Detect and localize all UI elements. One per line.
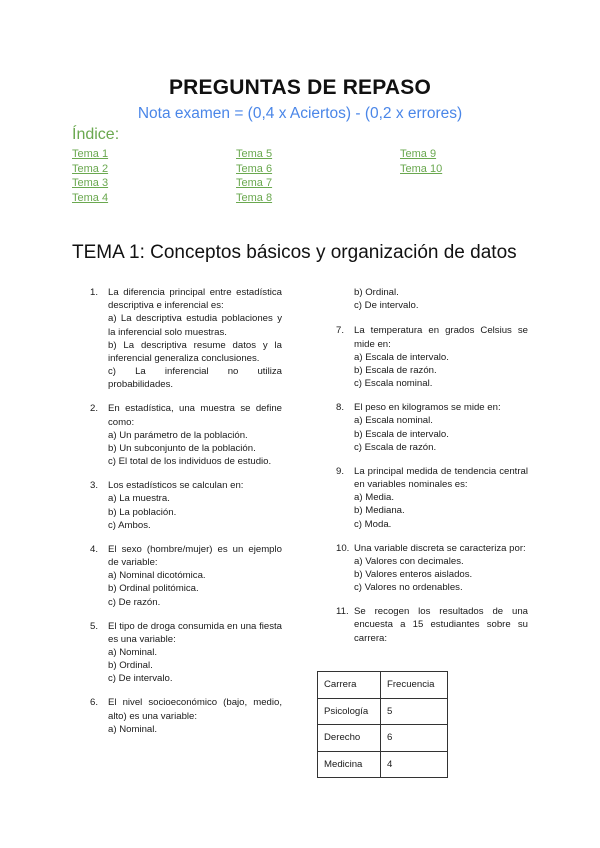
question-item [90, 479, 282, 532]
option-text: c) Valores no ordenables. [354, 582, 463, 594]
question-number: 2. [90, 403, 99, 415]
option-text: b) Escala de intervalo. [354, 428, 449, 440]
option-text: a) La muestra. [108, 493, 170, 505]
index-column-1 [72, 147, 108, 205]
option-text: a) Nominal. [108, 723, 158, 735]
question-stem [336, 605, 528, 645]
index-column-3 [400, 147, 442, 176]
question-number: 6. [90, 697, 99, 709]
question-number: 8. [336, 402, 345, 414]
question-item [336, 465, 528, 531]
question-stem [336, 465, 528, 491]
index-link-tema-9[interactable]: Tema 9 [400, 148, 437, 160]
option-text: a) Escala de intervalo. [354, 351, 449, 363]
option-text: b) Ordinal. [108, 660, 153, 672]
grading-formula: Nota examen = (0,4 x Aciertos) - (0,2 x errores) [137, 105, 463, 122]
question-text: El tipo de droga consumida en una fiesta es una variable: [108, 620, 282, 645]
index-link-tema-1[interactable]: Tema 1 [72, 148, 109, 160]
option-text: b) Escala de razón. [354, 365, 437, 377]
option-text: c) El total de los individuos de estudio. [108, 456, 272, 468]
question-item [336, 401, 528, 454]
option-text: a) La descriptiva estudia poblaciones y la inferencial solo muestras. [108, 313, 282, 338]
option-text: b) Un subconjunto de la población. [108, 443, 256, 455]
section-title: TEMA 1: Conceptos básicos y organización de datos [72, 242, 517, 263]
question-item [336, 605, 528, 645]
question-stem [90, 696, 282, 722]
question-item [90, 620, 282, 686]
question-number: 3. [90, 480, 99, 492]
table-row [318, 751, 448, 778]
question-6-continuation [336, 286, 528, 312]
question-text: En estadística, una muestra se define como: [108, 403, 282, 428]
answer-options [90, 646, 282, 686]
table-cell: 6 [381, 725, 448, 752]
table-row [318, 725, 448, 752]
index-link-tema-8[interactable]: Tema 8 [236, 191, 273, 204]
option-text: c) De intervalo. [354, 300, 419, 312]
answer-options [336, 414, 528, 454]
option-text: a) Un parámetro de la población. [108, 429, 248, 441]
questions-list-right [336, 324, 528, 644]
question-stem [90, 402, 282, 428]
question-text: El sexo (hombre/mujer) es un ejemplo de variable: [108, 543, 282, 569]
option-text: c) Ambos. [108, 519, 151, 531]
option-text: c) De intervalo. [108, 673, 173, 685]
question-text: Una variable discreta se caracteriza por: [354, 542, 526, 554]
question-item [336, 324, 528, 390]
question-number: 7. [336, 325, 345, 337]
question-stem [90, 543, 282, 569]
question-text: El peso en kilogramos se mide en: [354, 402, 501, 414]
table-cell: Derecho [318, 725, 381, 752]
question-text: La diferencia principal entre estadística descriptiva e inferencial es: [108, 287, 282, 312]
option-text: c) La inferencial no utiliza probabilidades. [108, 366, 282, 391]
option-text: c) Escala de razón. [354, 441, 437, 453]
answer-options [336, 555, 528, 595]
answer-options [336, 351, 528, 391]
question-number: 10. [336, 542, 350, 554]
table-header-cell: Frecuencia [381, 672, 448, 699]
question-stem [336, 542, 528, 555]
question-number: 1. [90, 287, 99, 298]
index-heading: Índice: [72, 126, 120, 143]
question-item [90, 543, 282, 609]
table-header-cell: Carrera [318, 672, 381, 699]
option-text: b) Ordinal politómica. [108, 583, 199, 595]
option-text: b) Valores enteros aislados. [354, 569, 473, 581]
question-number: 9. [336, 465, 345, 477]
answer-options [90, 312, 282, 391]
option-text: c) Moda. [354, 518, 392, 530]
table-cell: Medicina [318, 751, 381, 778]
index-link-tema-6[interactable]: Tema 6 [236, 162, 273, 175]
question-item [90, 286, 282, 392]
option-text: a) Nominal dicotómica. [108, 570, 206, 582]
table-header-row [318, 672, 448, 699]
index-link-tema-7[interactable]: Tema 7 [236, 177, 273, 190]
question-number: 5. [90, 620, 99, 632]
answer-options [336, 491, 528, 531]
index-link-tema-2[interactable]: Tema 2 [72, 162, 109, 175]
index-link-tema-3[interactable]: Tema 3 [72, 177, 109, 190]
frequency-table [317, 671, 448, 778]
question-item [336, 542, 528, 595]
table-cell: 5 [381, 698, 448, 725]
option-text: a) Valores con decimales. [354, 555, 464, 567]
option-text: a) Nominal. [108, 647, 158, 659]
table-cell: 4 [381, 751, 448, 778]
table-cell: Psicología [318, 698, 381, 725]
answer-options [90, 723, 282, 736]
option-text: c) Escala nominal. [354, 378, 433, 390]
question-text: La principal medida de tendencia central en variables nominales es: [354, 465, 528, 491]
question-stem [336, 324, 528, 350]
question-stem [90, 479, 282, 492]
question-item [90, 696, 282, 736]
answer-options [90, 569, 282, 609]
option-text: c) De razón. [108, 596, 161, 608]
questions-column-left [90, 286, 282, 747]
answer-options [90, 429, 282, 469]
option-text: b) La descriptiva resume datos y la inferencial generaliza conclusiones. [108, 339, 282, 365]
index-link-tema-5[interactable]: Tema 5 [236, 148, 273, 160]
index-link-tema-4[interactable]: Tema 4 [72, 191, 109, 204]
question-item [90, 402, 282, 468]
question-text: El nivel socioeconómico (bajo, medio, alto) es una variable: [108, 697, 282, 722]
option-text: b) La población. [108, 506, 177, 518]
option-text: a) Media. [354, 492, 394, 504]
page-title: PREGUNTAS DE REPASO [168, 76, 432, 99]
questions-column-right [336, 286, 528, 656]
index-link-tema-10[interactable]: Tema 10 [400, 162, 443, 175]
question-number: 4. [90, 543, 99, 555]
option-text: b) Mediana. [354, 505, 405, 517]
question-stem [336, 401, 528, 414]
option-text: a) Escala nominal. [354, 415, 433, 427]
question-text: La temperatura en grados Celsius se mide en: [354, 325, 528, 350]
table-row [318, 698, 448, 725]
question-stem [90, 620, 282, 646]
question-text: Los estadísticos se calculan en: [108, 480, 244, 492]
question-number: 11. [336, 606, 349, 618]
answer-options [90, 492, 282, 532]
option-text: b) Ordinal. [354, 287, 399, 298]
question-stem [90, 286, 282, 312]
index-column-2 [236, 147, 272, 205]
question-text: Se recogen los resultados de una encuesta a 15 estudiantes sobre su carrera: [354, 606, 528, 644]
